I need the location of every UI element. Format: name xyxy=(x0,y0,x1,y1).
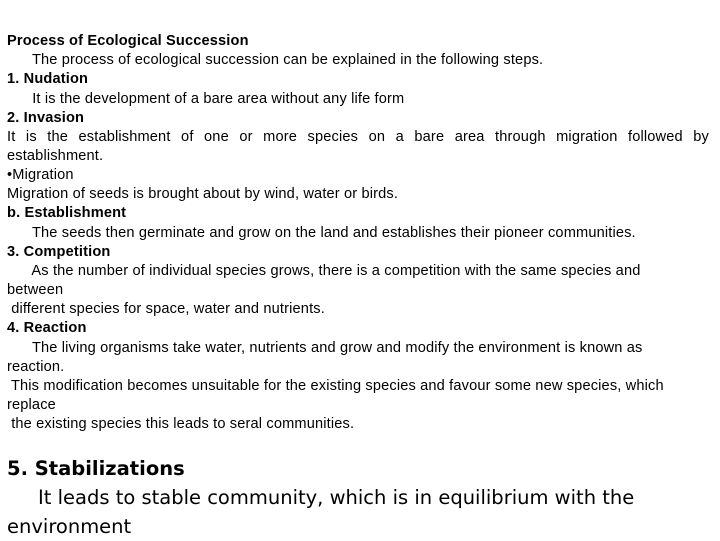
competition-text-line-2: between xyxy=(7,282,64,298)
invasion-heading: 2. Invasion xyxy=(7,110,85,126)
intro-text: The process of ecological succession can be explained in the following steps. xyxy=(7,52,544,68)
stabilization-text-line-2: environment xyxy=(7,515,132,538)
reaction-text-line-2: reaction. xyxy=(7,359,65,375)
reaction-heading: 4. Reaction xyxy=(7,320,87,336)
competition-heading: 3. Competition xyxy=(7,244,111,260)
document-title: Process of Ecological Succession xyxy=(7,33,249,49)
reaction-text-line-3: This modification becomes unsuitable for the existing species and favour some new species, which xyxy=(7,378,664,394)
competition-text-line-1: As the number of individual species grows, there is a competition with the same species and xyxy=(7,263,641,279)
nudation-heading: 1. Nudation xyxy=(7,71,89,87)
reaction-text-line-5: the existing species this leads to seral communities. xyxy=(7,416,355,432)
invasion-text-line-2: establishment. xyxy=(7,148,104,164)
reaction-text-line-4: replace xyxy=(7,397,56,413)
reaction-text-line-1: The living organisms take water, nutrients and grow and modify the environment is known as xyxy=(7,340,643,356)
migration-heading: •Migration xyxy=(7,167,74,183)
establishment-text: The seeds then germinate and grow on the land and establishes their pioneer communities. xyxy=(7,225,636,241)
stabilization-heading: 5. Stabilizations xyxy=(7,457,185,480)
stabilization-text-line-1: It leads to stable community, which is in equilibrium with the xyxy=(7,486,635,509)
migration-text: Migration of seeds is brought about by wind, water or birds. xyxy=(7,186,399,202)
competition-text-line-3: different species for space, water and nutrients. xyxy=(7,301,325,317)
establishment-heading: b. Establishment xyxy=(7,205,127,221)
invasion-text-line-1: It is the establishment of one or more species on a bare area through migration followed by xyxy=(7,129,709,145)
nudation-text: It is the development of a bare area without any life form xyxy=(7,91,405,107)
